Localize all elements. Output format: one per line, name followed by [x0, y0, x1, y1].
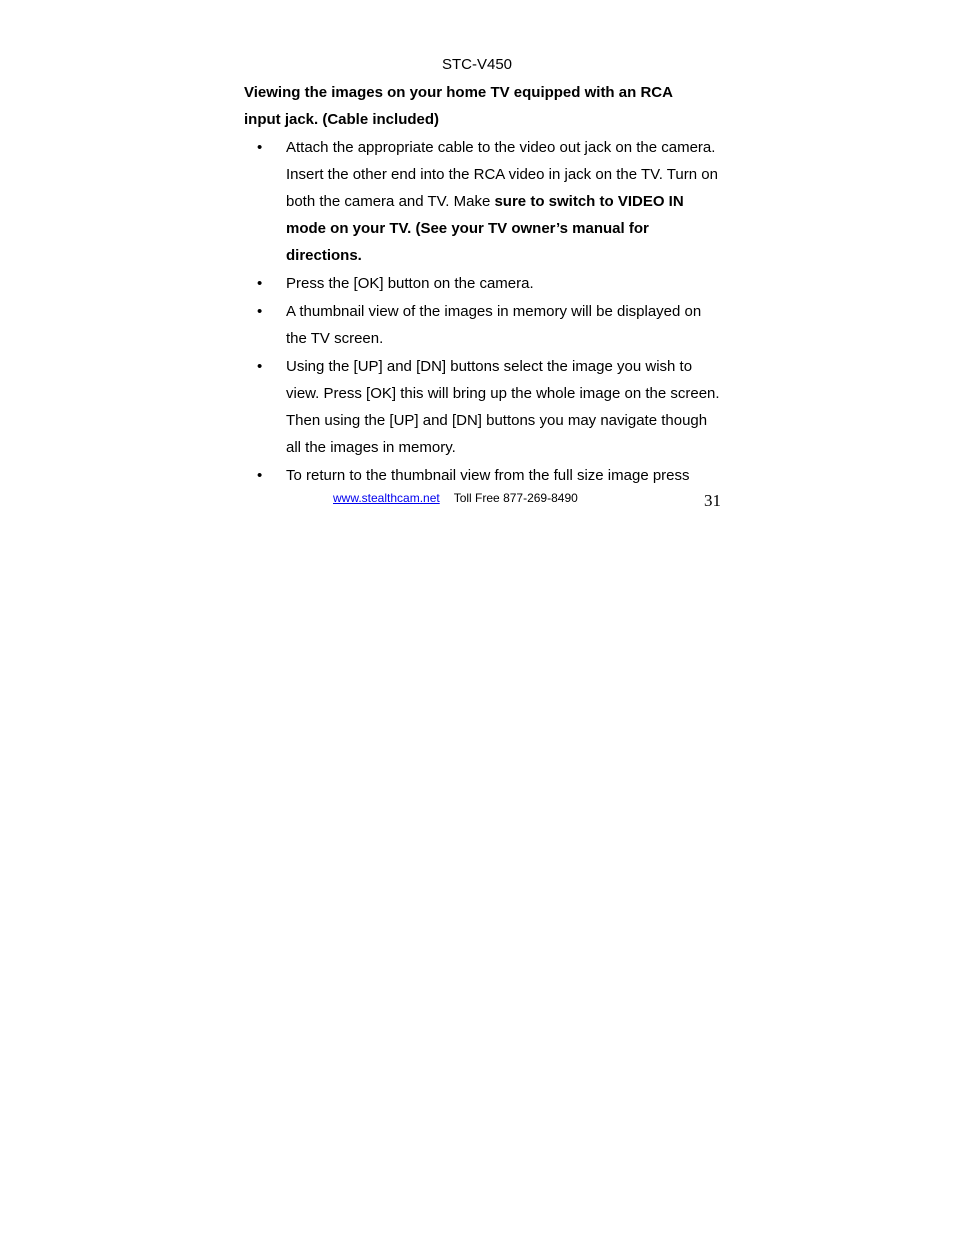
bullet-icon: •: [257, 275, 263, 292]
heading-line-1: Viewing the images on your home TV equipped with an RCA: [244, 84, 673, 101]
list-item-bold-text: sure to switch to VIDEO IN mode on your TV. (See your TV owner’s manual for directions.: [286, 193, 684, 264]
toll-free-number: Toll Free 877-269-8490: [453, 491, 578, 505]
list-item: [244, 270, 724, 297]
list-item: [244, 298, 724, 352]
instruction-list: [244, 134, 724, 489]
bullet-icon: •: [257, 139, 263, 156]
page-footer: [333, 488, 578, 508]
list-item: [244, 462, 724, 489]
website-link[interactable]: www.stealthcam.net: [333, 491, 440, 505]
section-heading: [244, 79, 724, 133]
bullet-icon: •: [257, 303, 263, 320]
heading-line-2: input jack. (Cable included): [244, 111, 440, 128]
page-header: [0, 55, 954, 75]
list-item-text: Press the [OK] button on the camera.: [286, 275, 534, 292]
bullet-icon: •: [257, 358, 263, 375]
list-item-text: To return to the thumbnail view from the full size image press: [286, 467, 690, 484]
list-item-text: Using the [UP] and [DN] buttons select the image you wish to view. Press [OK] this will bring up the whole image on the screen. Then using the [UP] and [DN] buttons you may navigate though all the images in memory.: [286, 358, 720, 456]
list-item: [244, 134, 724, 269]
bullet-icon: •: [257, 467, 263, 484]
page-content: [244, 79, 724, 490]
model-name: STC-V450: [441, 56, 513, 73]
list-item-text: Attach the appropriate cable to the video out jack on the camera. Insert the other end into the RCA video in jack on the TV. Turn on both the camera and TV. Make: [286, 139, 718, 210]
list-item-text: A thumbnail view of the images in memory will be displayed on the TV screen.: [286, 303, 702, 347]
list-item: [244, 353, 724, 461]
page-number: 31: [704, 491, 721, 510]
